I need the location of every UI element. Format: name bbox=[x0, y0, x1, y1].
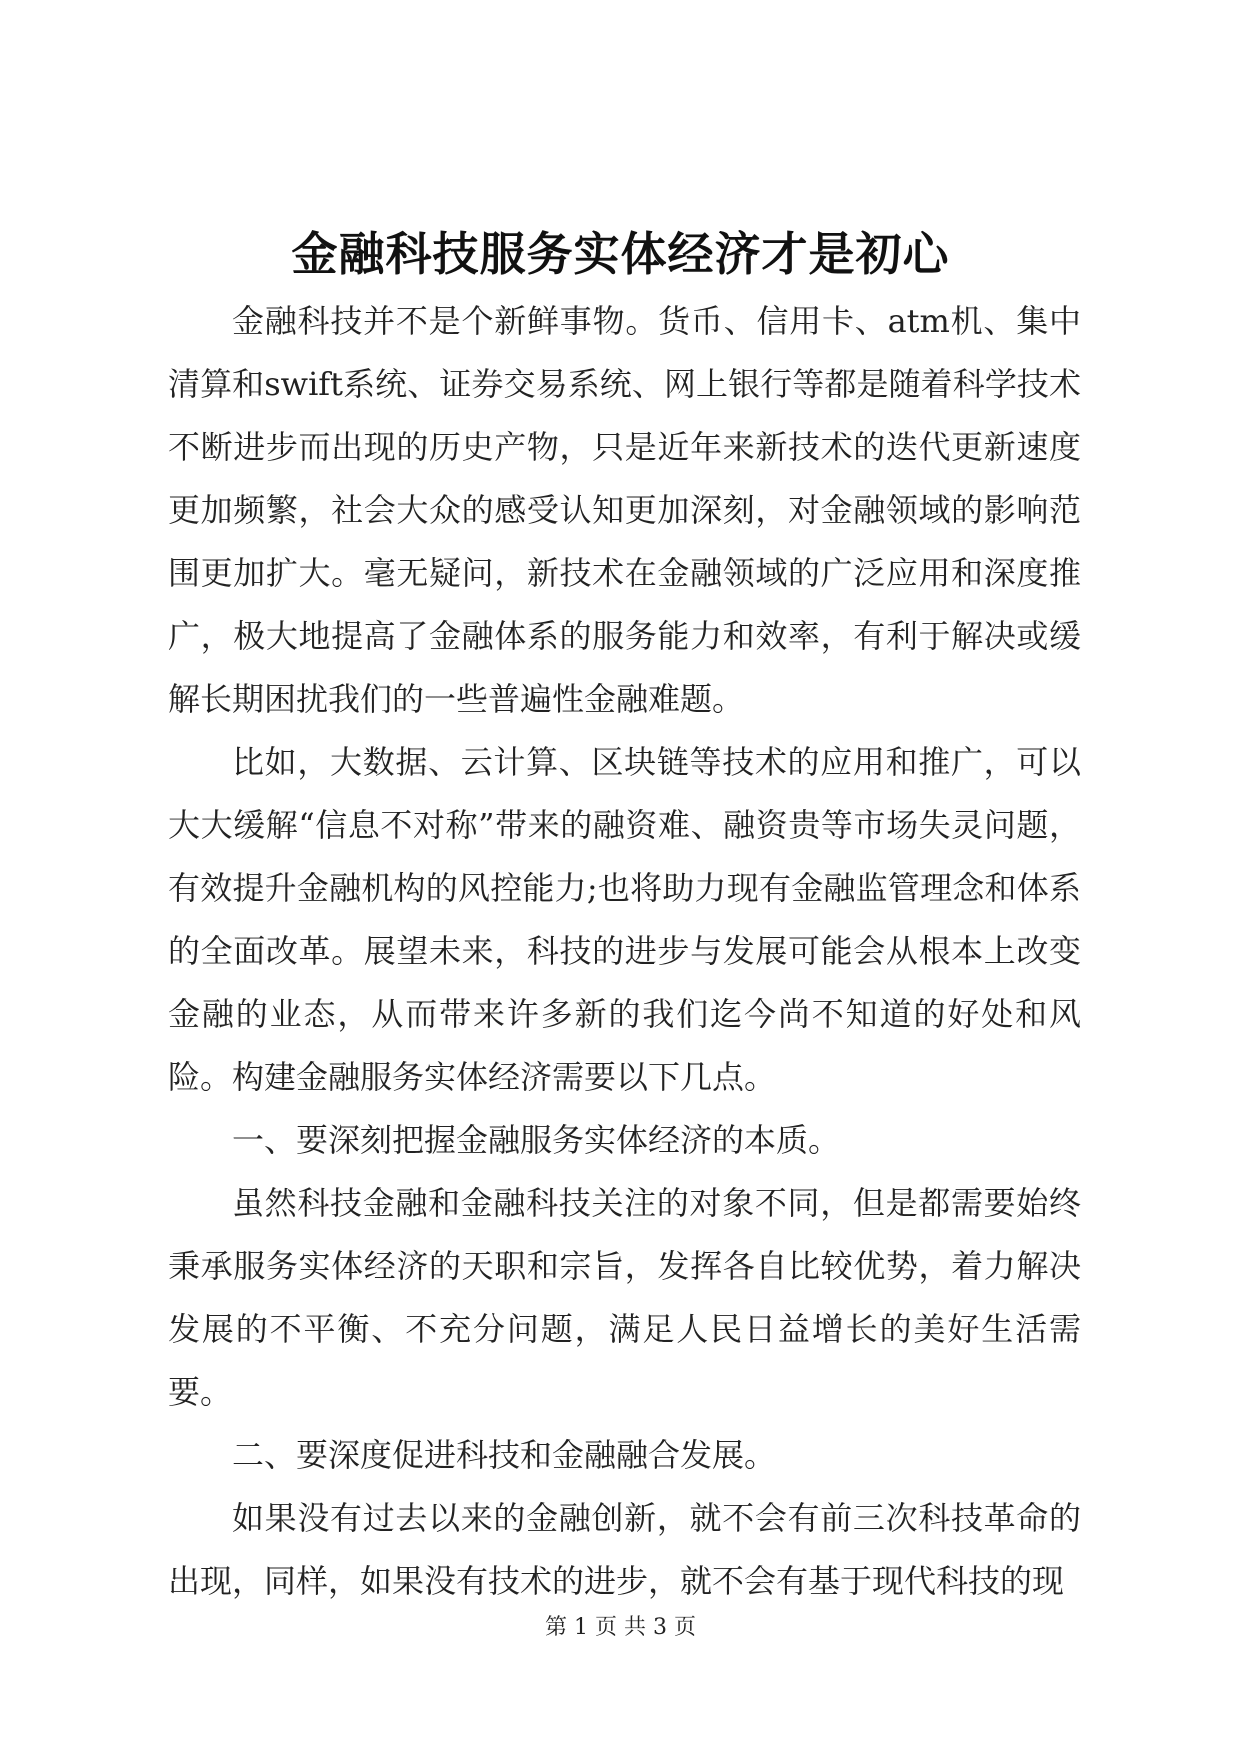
paragraph: 金融科技并不是个新鲜事物。货币、信用卡、atm机、集中清算和swift系统、证券交易系统、网上银行等都是随着科学技术不断进步而出现的历史产物，只是近年来新技术的迭代更新速度更加频繁，社会大众的感受认知更加深刻，对金融领域的影响范围更加扩大。毫无疑问，新技术在金融领域的广泛应用和深度推广，极大地提高了金融体系的服务能力和效率，有利于解决或缓解长期困扰我们的一些普遍性金融难题。 bbox=[168, 302, 1081, 718]
paragraph: 一、要深刻把握金融服务实体经济的本质。 bbox=[232, 1121, 841, 1159]
paragraph: 如果没有过去以来的金融创新，就不会有前三次科技革命的出现，同样，如果没有技术的进步，就不会有基于现代科技的现 bbox=[168, 1499, 1081, 1600]
document-body bbox=[168, 290, 1081, 1613]
paragraph: 虽然科技金融和金融科技关注的对象不同，但是都需要始终秉承服务实体经济的天职和宗旨，发挥各自比较优势，着力解决发展的不平衡、不充分问题，满足人民日益增长的美好生活需要。 bbox=[168, 1184, 1081, 1411]
page-footer: 第 1 页 共 3 页 bbox=[545, 1615, 696, 1640]
paragraph: 二、要深度促进科技和金融融合发展。 bbox=[232, 1436, 777, 1474]
document-title: 金融科技服务实体经济才是初心 bbox=[291, 227, 950, 281]
paragraph: 比如，大数据、云计算、区块链等技术的应用和推广，可以大大缓解“信息不对称”带来的融资难、融资贵等市场失灵问题，有效提升金融机构的风控能力;也将助力现有金融监管理念和体系的全面改革。展望未来，科技的进步与发展可能会从根本上改变金融的业态，从而带来许多新的我们迄今尚不知道的好处和风险。构建金融服务实体经济需要以下几点。 bbox=[168, 743, 1081, 1096]
